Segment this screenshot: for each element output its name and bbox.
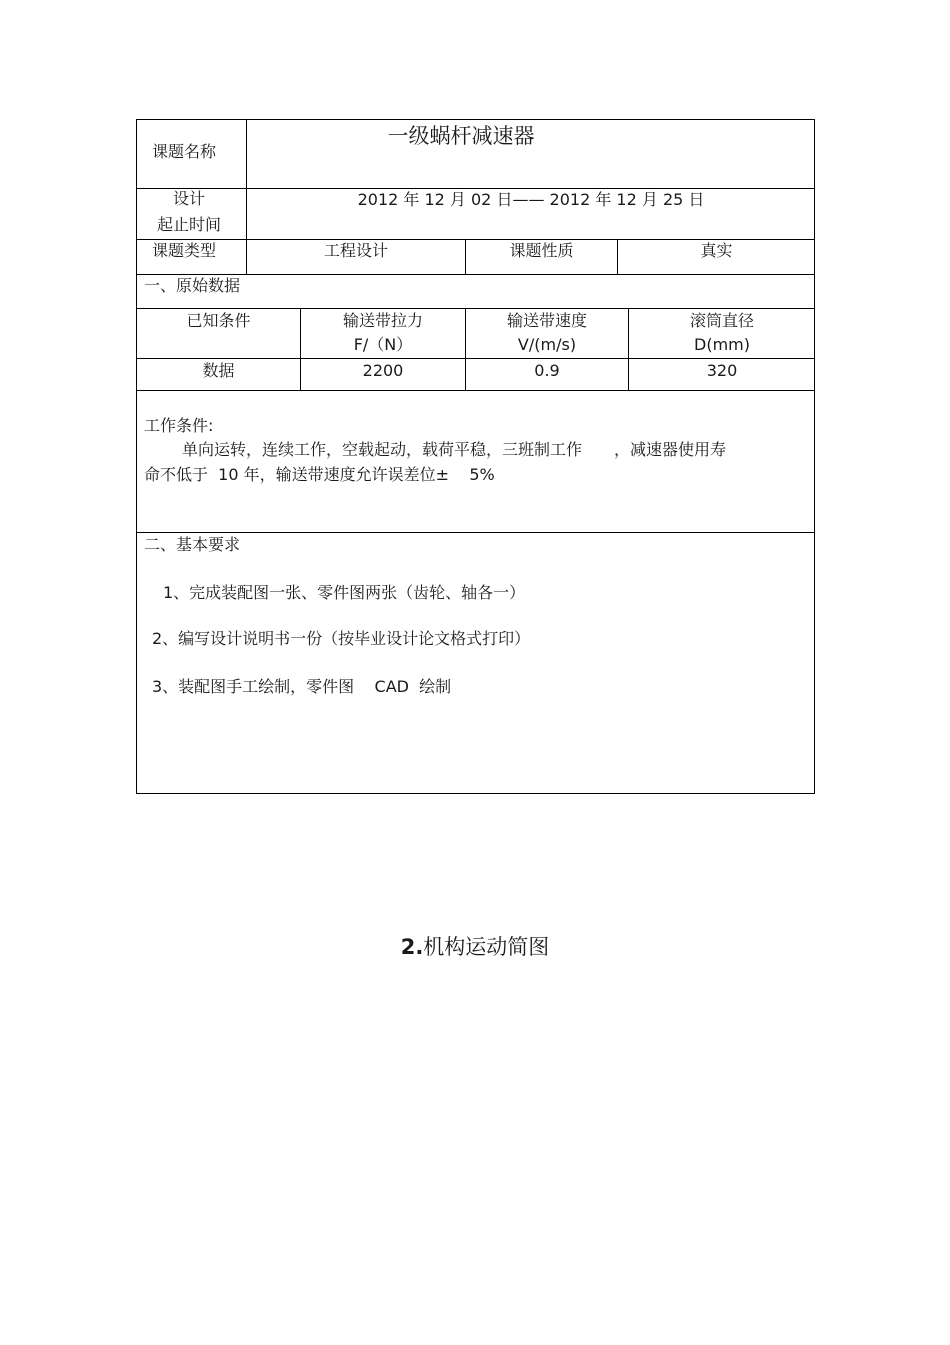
row-divider xyxy=(136,390,815,391)
belt-force-value: 2200 xyxy=(362,361,404,380)
belt-speed-unit: V/(m/s) xyxy=(517,335,577,354)
period-label-line2: 起止时间 xyxy=(156,215,221,234)
topic-name-value: 一级蜗杆减速器 xyxy=(387,124,535,148)
working-conditions-line2: 命不低于 10 年，输送带速度允许误差位± 5% xyxy=(144,465,495,484)
requirement-item: 1、完成装配图一张、零件图两张（齿轮、轴各一） xyxy=(163,583,526,602)
row-divider xyxy=(136,308,815,309)
belt-force-unit: F/（N） xyxy=(353,335,413,354)
belt-force-header: 输送带拉力 xyxy=(342,311,423,330)
drum-diameter-header: 滚筒直径 xyxy=(689,311,754,330)
topic-type-label: 课题类型 xyxy=(152,241,217,260)
data-row-label: 数据 xyxy=(202,361,235,380)
requirement-item: 2、编写设计说明书一份（按毕业设计论文格式打印） xyxy=(152,629,531,648)
section-basic-requirements-title: 二、基本要求 xyxy=(144,535,241,554)
row-divider xyxy=(136,358,815,359)
row-divider xyxy=(136,239,815,240)
section-original-data-title: 一、原始数据 xyxy=(144,276,241,295)
row-divider xyxy=(136,532,815,533)
known-conditions-header: 已知条件 xyxy=(186,311,251,330)
belt-speed-value: 0.9 xyxy=(534,361,560,380)
drum-diameter-unit: D(mm) xyxy=(694,335,750,354)
section-heading-number: 2. xyxy=(400,935,424,959)
topic-name-label: 课题名称 xyxy=(152,142,217,161)
row-divider xyxy=(136,274,815,275)
topic-nature-value: 真实 xyxy=(700,241,733,260)
period-value: 2012 年 12 月 02 日—— 2012 年 12 月 25 日 xyxy=(357,190,705,209)
working-conditions-line1: 单向运转，连续工作，空载起动，载荷平稳，三班制工作 ，减速器使用寿 xyxy=(182,440,727,459)
row-divider xyxy=(136,188,815,189)
topic-nature-label: 课题性质 xyxy=(509,241,574,260)
working-conditions-title: 工作条件: xyxy=(144,416,214,435)
requirement-item: 3、装配图手工绘制，零件图 CAD 绘制 xyxy=(152,677,452,696)
section-heading-text: 机构运动简图 xyxy=(423,935,550,959)
drum-diameter-value: 320 xyxy=(706,361,738,380)
section-heading xyxy=(0,934,950,960)
topic-type-value: 工程设计 xyxy=(323,241,388,260)
period-label-line1: 设计 xyxy=(172,189,205,208)
belt-speed-header: 输送带速度 xyxy=(506,311,587,330)
